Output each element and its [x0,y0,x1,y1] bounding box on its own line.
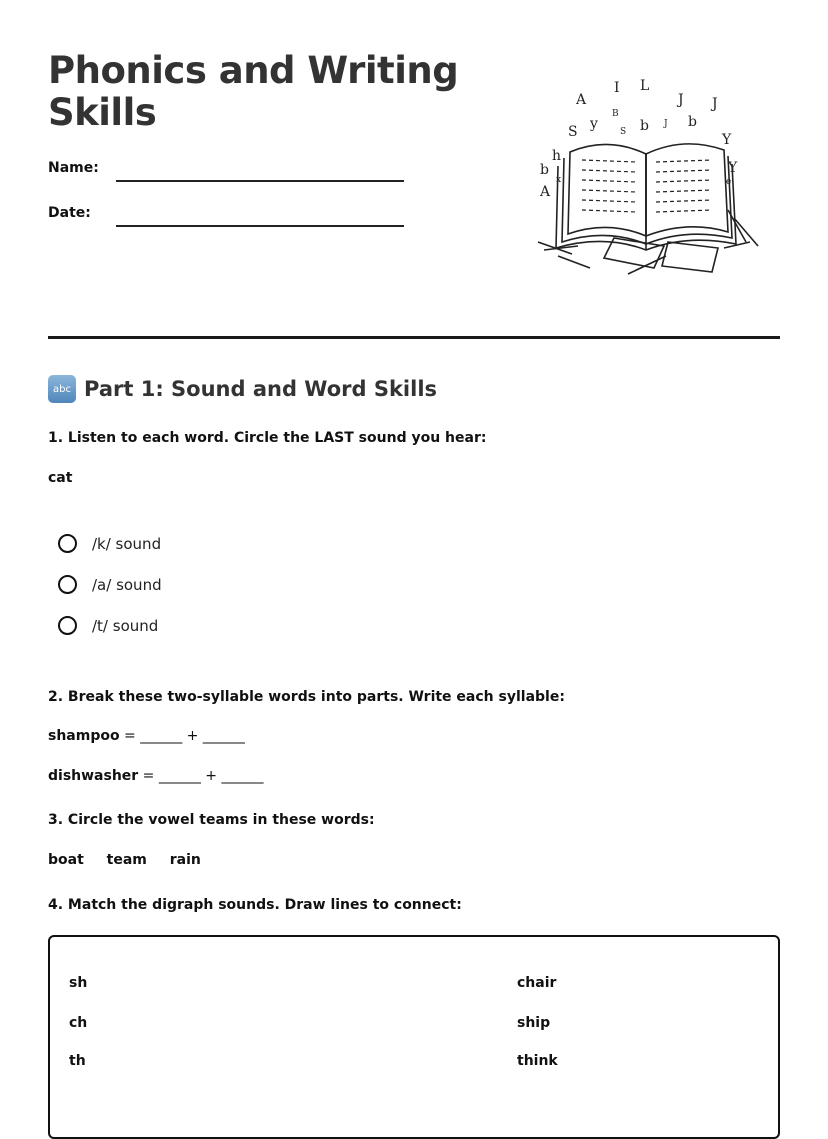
match-left-item[interactable]: ch [69,1015,88,1031]
svg-text:I: I [614,80,620,96]
open-book-illustration [528,78,760,283]
option-label: /a/ sound [92,575,162,594]
syllable-row-shampoo[interactable] [48,728,245,744]
svg-text:B: B [612,109,619,119]
question-2-prompt: 2. Break these two-syllable words into parts. Write each syllable: [48,689,565,705]
svg-text:b: b [640,118,649,134]
vowel-word-list [48,852,219,868]
date-line[interactable] [116,225,404,227]
option-k-sound[interactable] [58,534,161,553]
svg-text:A: A [540,184,551,200]
svg-text:A: A [576,92,587,108]
match-right-item[interactable]: ship [517,1015,551,1031]
question-1-prompt: 1. Listen to each word. Circle the LAST sound you hear: [48,430,487,446]
part1-heading [48,374,437,404]
part1-title: Part 1: Sound and Word Skills [84,377,438,401]
svg-text:e: e [726,177,732,187]
abc-icon: abc [48,375,76,403]
radio-circle[interactable] [58,616,77,635]
svg-text:b: b [540,162,549,178]
option-a-sound[interactable] [58,575,162,594]
question-3-prompt: 3. Circle the vowel teams in these words: [48,812,375,828]
radio-circle[interactable] [58,575,77,594]
section-divider [48,336,780,339]
option-label: /t/ sound [92,616,159,635]
syllable-blanks: = ______ + ______ [138,768,264,784]
svg-text:J: J [678,92,684,108]
radio-circle[interactable] [58,534,77,553]
vowel-word[interactable]: boat [48,852,84,868]
name-line[interactable] [116,180,404,182]
svg-text:Y: Y [728,160,738,176]
date-label: Date: [48,205,91,221]
name-label: Name: [48,160,99,176]
match-left-item[interactable]: th [69,1053,86,1069]
page-title: Phonics and Writing Skills [48,49,459,134]
syllable-word: dishwasher [48,768,139,784]
syllable-word: shampoo [48,728,120,744]
question-1-word: cat [48,470,73,486]
option-t-sound[interactable] [58,616,158,635]
option-label: /k/ sound [92,534,162,553]
syllable-row-dishwasher[interactable] [48,768,263,784]
match-right-item[interactable]: chair [517,975,557,991]
svg-text:y: y [590,116,598,132]
vowel-word[interactable]: team [106,852,147,868]
match-left-item[interactable]: sh [69,975,88,991]
svg-text:S: S [568,124,578,140]
svg-text:Y: Y [722,132,732,148]
svg-text:J: J [664,119,668,129]
syllable-blanks: = ______ + ______ [119,728,245,744]
question-4-prompt: 4. Match the digraph sounds. Draw lines to connect: [48,897,462,913]
svg-text:x: x [556,175,562,185]
match-right-item[interactable]: think [517,1053,558,1069]
svg-text:S: S [620,127,627,137]
svg-text:b: b [688,114,697,130]
matching-box [48,935,780,1139]
vowel-word[interactable]: rain [169,852,201,868]
svg-text:J: J [712,96,718,112]
svg-text:L: L [640,78,650,94]
svg-text:h: h [552,148,562,164]
